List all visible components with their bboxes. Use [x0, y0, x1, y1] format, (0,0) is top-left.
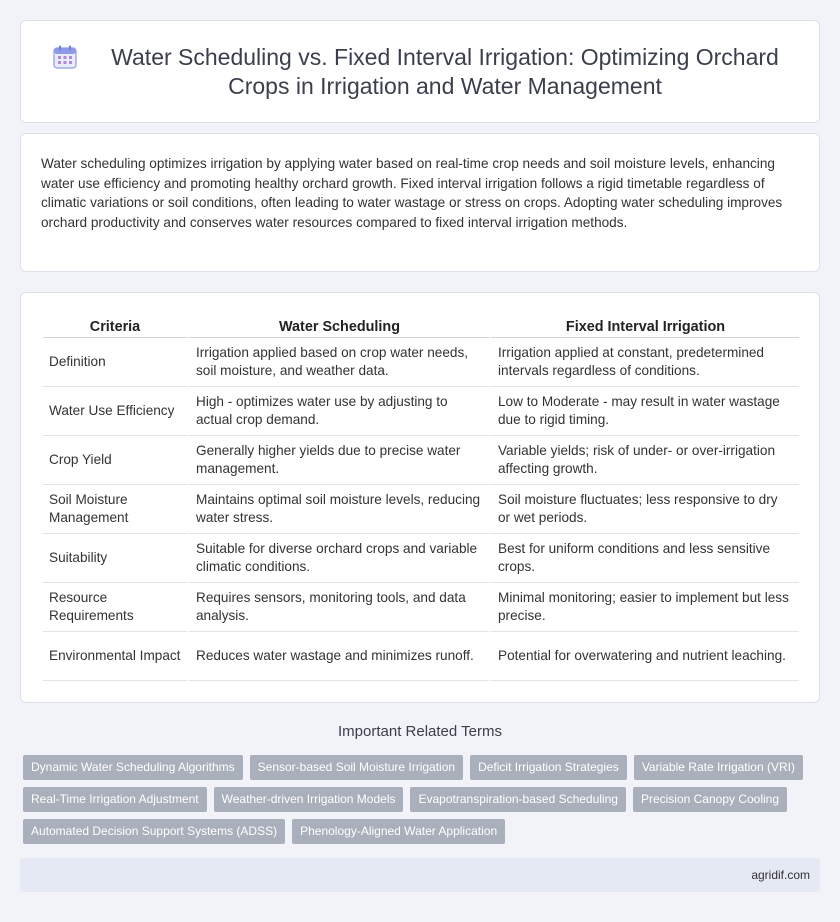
calendar-icon: [51, 43, 79, 71]
criteria-cell: Definition: [43, 338, 187, 387]
table-row: [43, 387, 799, 436]
table-row: [43, 534, 799, 583]
water-scheduling-cell: Requires sensors, monitoring tools, and data analysis.: [187, 583, 489, 632]
fixed-interval-cell: Potential for overwatering and nutrient leaching.: [489, 632, 799, 681]
page-title: Water Scheduling vs. Fixed Interval Irrigation: Optimizing Orchard Crops in Irrigation and Water Management: [111, 43, 779, 99]
table-row: [43, 436, 799, 485]
criteria-cell: Soil Moisture Management: [43, 485, 187, 534]
water-scheduling-cell: Maintains optimal soil moisture levels, reducing water stress.: [187, 485, 489, 534]
footer: [20, 858, 820, 892]
header-card: [20, 20, 820, 123]
header-water-scheduling: Water Scheduling: [187, 315, 489, 338]
related-term-tag[interactable]: Real-Time Irrigation Adjustment: [23, 787, 207, 812]
related-term-tag[interactable]: Phenology-Aligned Water Application: [292, 819, 505, 844]
water-scheduling-cell: High - optimizes water use by adjusting to actual crop demand.: [187, 387, 489, 436]
related-term-tag[interactable]: Deficit Irrigation Strategies: [470, 755, 627, 780]
criteria-cell: Resource Requirements: [43, 583, 187, 632]
table-row: [43, 338, 799, 387]
fixed-interval-cell: Best for uniform conditions and less sensitive crops.: [489, 534, 799, 583]
criteria-cell: Crop Yield: [43, 436, 187, 485]
fixed-interval-cell: Irrigation applied at constant, predetermined intervals regardless of conditions.: [489, 338, 799, 387]
related-term-tag[interactable]: Evapotranspiration-based Scheduling: [410, 787, 625, 812]
table-row: [43, 583, 799, 632]
fixed-interval-cell: Soil moisture fluctuates; less responsive to dry or wet periods.: [489, 485, 799, 534]
footer-site-link[interactable]: agridif.com: [751, 868, 810, 882]
water-scheduling-cell: Suitable for diverse orchard crops and variable climatic conditions.: [187, 534, 489, 583]
water-scheduling-cell: Generally higher yields due to precise water management.: [187, 436, 489, 485]
related-term-tag[interactable]: Weather-driven Irrigation Models: [214, 787, 404, 812]
table-row: [43, 485, 799, 534]
table-row: [43, 632, 799, 681]
related-term-tag[interactable]: Sensor-based Soil Moisture Irrigation: [250, 755, 463, 780]
related-term-tag[interactable]: Automated Decision Support Systems (ADSS): [23, 819, 285, 844]
water-scheduling-cell: Irrigation applied based on crop water needs, soil moisture, and weather data.: [187, 338, 489, 387]
header-criteria: Criteria: [43, 315, 187, 338]
intro-paragraph: Water scheduling optimizes irrigation by applying water based on real-time crop needs and soil moisture levels, enhancing water use efficiency and promoting healthy orchard growth. Fixed interval irrigation follows a rigid timetable regardless of climatic variations or soil conditions, often leading to water wastage or stress on crops. Adopting water scheduling improves orchard productivity and conserves water resources compared to fixed interval irrigation methods.: [41, 156, 783, 230]
fixed-interval-cell: Low to Moderate - may result in water wastage due to rigid timing.: [489, 387, 799, 436]
related-term-tag[interactable]: Dynamic Water Scheduling Algorithms: [23, 755, 243, 780]
related-term-tag[interactable]: Variable Rate Irrigation (VRI): [634, 755, 803, 780]
fixed-interval-cell: Minimal monitoring; easier to implement but less precise.: [489, 583, 799, 632]
related-terms-heading: Important Related Terms: [338, 723, 502, 740]
criteria-cell: Suitability: [43, 534, 187, 583]
criteria-cell: Environmental Impact: [43, 632, 187, 681]
criteria-cell: Water Use Efficiency: [43, 387, 187, 436]
related-terms-list: [23, 755, 813, 844]
table-header-row: [43, 315, 799, 338]
header-fixed-interval: Fixed Interval Irrigation: [489, 315, 799, 338]
comparison-card: [20, 292, 820, 703]
fixed-interval-cell: Variable yields; risk of under- or over-irrigation affecting growth.: [489, 436, 799, 485]
water-scheduling-cell: Reduces water wastage and minimizes runoff.: [187, 632, 489, 681]
related-term-tag[interactable]: Precision Canopy Cooling: [633, 787, 787, 812]
intro-card: [20, 133, 820, 272]
comparison-table: [43, 315, 799, 681]
